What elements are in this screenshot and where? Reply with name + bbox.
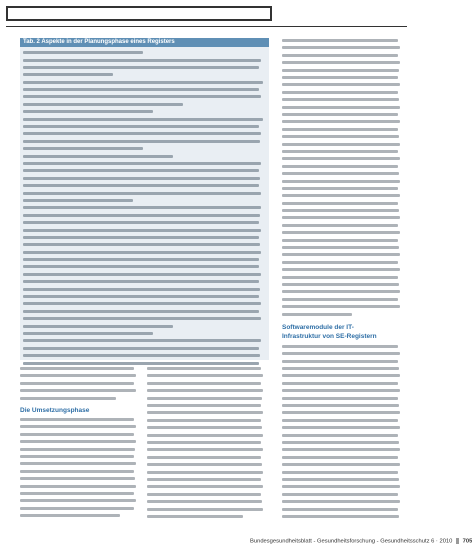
heading-umsetzungsphase: Die Umsetzungsphase xyxy=(20,406,90,414)
footer-journal: Bundesgesundheitsblatt - Gesundheitsforschung - Gesundheitsschutz 6 · 2010 xyxy=(250,538,453,545)
footer-divider xyxy=(456,538,459,544)
left-column-1 xyxy=(20,366,138,520)
heading-softwaremodule-2: Infrastruktur von SE-Registern xyxy=(282,332,377,340)
page-top-bar xyxy=(0,0,413,28)
footer-page-number: 705 xyxy=(462,538,472,545)
page-header-frame xyxy=(6,6,272,21)
header-rule xyxy=(6,26,407,27)
table-box xyxy=(20,38,269,360)
heading-softwaremodule-1: Softwaremodule der IT- xyxy=(282,323,354,331)
table-header xyxy=(20,38,269,47)
table-body xyxy=(23,50,266,368)
table-title: Tab. 2 Aspekte in der Planungsphase eines Registers xyxy=(23,39,175,45)
page-footer xyxy=(250,538,472,545)
right-column xyxy=(282,38,402,521)
left-column-2 xyxy=(147,366,265,521)
